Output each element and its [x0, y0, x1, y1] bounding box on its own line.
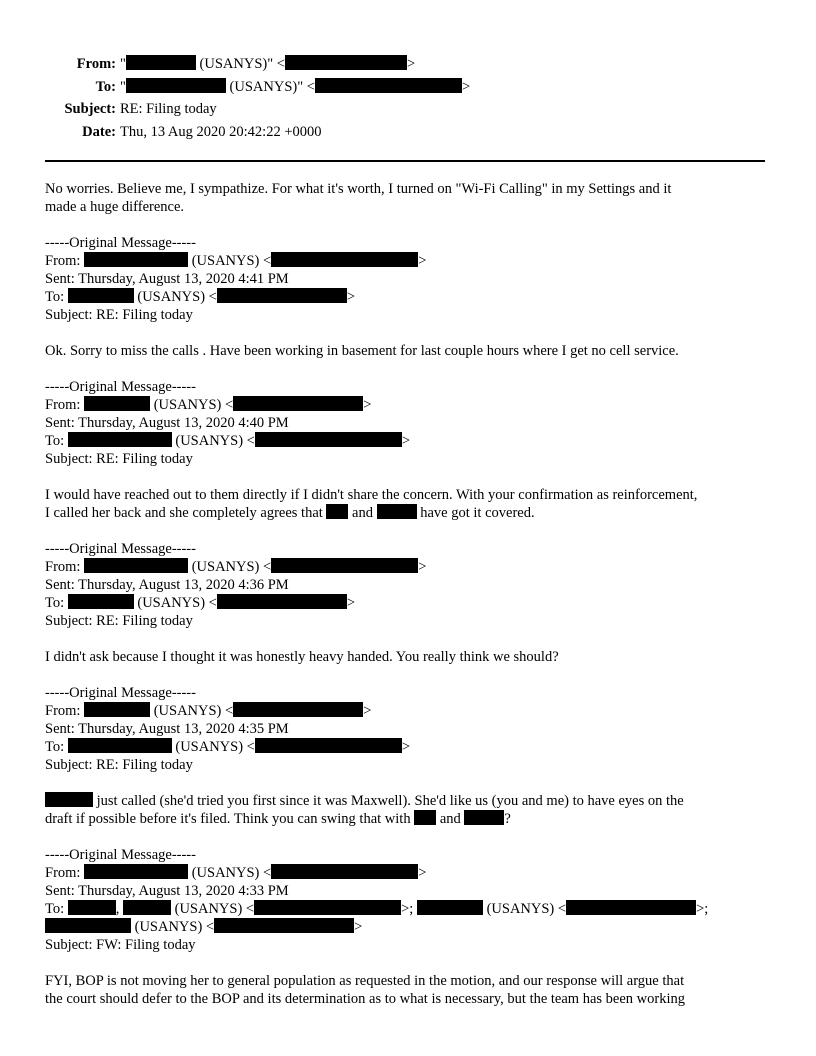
redaction-block — [255, 432, 402, 447]
body-text: Ok. Sorry to miss the calls . Have been working in basement for last couple hours where I get no cell service. — [45, 343, 679, 359]
redaction-block — [217, 288, 347, 303]
original-message-marker: -----Original Message----- — [45, 235, 196, 251]
redaction-block — [68, 432, 172, 447]
redaction-block — [68, 288, 134, 303]
redaction-block — [414, 810, 436, 825]
quoted-to-line-continued: (USANYS) < > — [45, 918, 767, 936]
redaction-block — [68, 900, 116, 915]
header-date-value: Thu, 13 Aug 2020 20:42:22 +0000 — [120, 123, 322, 140]
body-text: No worries. Believe me, I sympathize. For what it's worth, I turned on "Wi-Fi Calling" in my Settings and it — [45, 181, 672, 197]
body-text: the court should defer to the BOP and its determination as to what is necessary, but the team has been working — [45, 991, 685, 1007]
quoted-sent-line: Sent: Thursday, August 13, 2020 4:36 PM — [45, 577, 289, 593]
header-to-row — [0, 76, 816, 99]
redaction-block — [45, 792, 93, 807]
quoted-subject-line: Subject: RE: Filing today — [45, 613, 193, 629]
redaction-block — [315, 78, 462, 93]
header-date-row — [0, 121, 816, 144]
redaction-block — [285, 55, 407, 70]
body-text: just called (she'd tried you first since it was Maxwell). She'd like us (you and me) to have eyes on the — [45, 792, 767, 810]
original-message-marker: -----Original Message----- — [45, 847, 196, 863]
header-from-row — [0, 53, 816, 76]
header-to-value: " (USANYS)" < > — [120, 78, 471, 95]
quoted-from-line: From: (USANYS) < > — [45, 703, 372, 719]
quoted-to-line: To: (USANYS) < > — [45, 289, 356, 305]
redaction-block — [84, 558, 188, 573]
quoted-subject-line: Subject: RE: Filing today — [45, 451, 193, 467]
quoted-to-line: To: (USANYS) < > — [45, 595, 356, 611]
body-text: made a huge difference. — [45, 199, 185, 215]
quoted-from-line: From: (USANYS) < > — [45, 559, 427, 575]
redaction-block — [126, 55, 196, 70]
redaction-block — [271, 864, 418, 879]
redaction-block — [84, 252, 188, 267]
header-from-label: From: — [76, 56, 116, 72]
redaction-block — [464, 810, 504, 825]
quoted-to-line: To: (USANYS) < > — [45, 433, 411, 449]
redaction-block — [84, 702, 150, 717]
redaction-block — [271, 558, 418, 573]
original-message-marker: -----Original Message----- — [45, 379, 196, 395]
quoted-from-line: From: (USANYS) < > — [45, 397, 372, 413]
header-subject-label: Subject: — [64, 101, 116, 117]
email-header — [0, 53, 816, 143]
redaction-block — [417, 900, 483, 915]
header-subject-value: RE: Filing today — [120, 101, 217, 117]
quoted-sent-line: Sent: Thursday, August 13, 2020 4:35 PM — [45, 721, 289, 737]
body-text: I didn't ask because I thought it was honestly heavy handed. You really think we should? — [45, 649, 559, 665]
quoted-subject-line: Subject: FW: Filing today — [45, 937, 196, 953]
redaction-block — [233, 702, 363, 717]
original-message-marker: -----Original Message----- — [45, 685, 196, 701]
redaction-block — [214, 918, 354, 933]
redaction-block — [84, 864, 188, 879]
header-date-label: Date: — [82, 123, 116, 140]
quoted-from-line: From: (USANYS) < > — [45, 865, 427, 881]
original-message-marker: -----Original Message----- — [45, 541, 196, 557]
redaction-block — [84, 396, 150, 411]
quoted-sent-line: Sent: Thursday, August 13, 2020 4:41 PM — [45, 271, 289, 287]
quoted-sent-line: Sent: Thursday, August 13, 2020 4:33 PM — [45, 883, 289, 899]
quoted-from-line: From: (USANYS) < > — [45, 253, 427, 269]
header-to-label: To: — [95, 78, 116, 95]
quoted-to-line: To: (USANYS) < > — [45, 739, 411, 755]
redaction-block — [566, 900, 696, 915]
redaction-block — [271, 252, 418, 267]
redaction-block — [233, 396, 363, 411]
email-body — [45, 180, 767, 1008]
redaction-block — [377, 504, 417, 519]
redaction-block — [254, 900, 401, 915]
quoted-to-line: To: , (USANYS) < >; (USANYS) < >; — [45, 901, 709, 917]
quoted-subject-line: Subject: RE: Filing today — [45, 757, 193, 773]
redaction-block — [255, 738, 402, 753]
redaction-block — [326, 504, 348, 519]
redaction-block — [126, 78, 226, 93]
header-subject-row — [0, 98, 816, 121]
header-divider — [45, 160, 765, 162]
body-text: FYI, BOP is not moving her to general population as requested in the motion, and our response will argue that — [45, 973, 685, 989]
redaction-block — [123, 900, 171, 915]
redaction-block — [68, 594, 134, 609]
redaction-block — [68, 738, 172, 753]
redaction-block — [45, 918, 131, 933]
redaction-block — [217, 594, 347, 609]
body-text: I called her back and she completely agrees that and have got it covered. — [45, 505, 535, 521]
quoted-subject-line: Subject: RE: Filing today — [45, 307, 193, 323]
quoted-sent-line: Sent: Thursday, August 13, 2020 4:40 PM — [45, 415, 289, 431]
body-text: draft if possible before it's filed. Think you can swing that with and ? — [45, 811, 511, 827]
body-text: I would have reached out to them directly if I didn't share the concern. With your confirmation as reinforcement, — [45, 487, 698, 503]
header-from-value: " (USANYS)" < > — [120, 56, 416, 72]
